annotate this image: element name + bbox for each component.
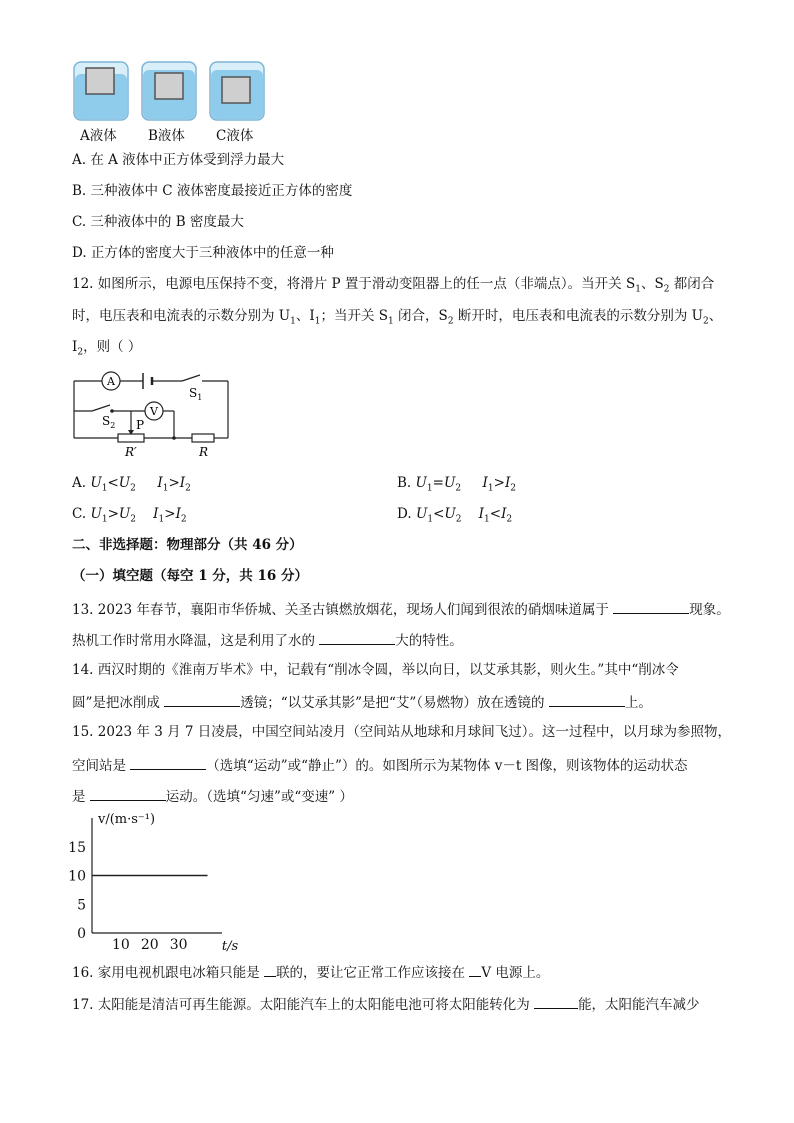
beaker-b-label: B液体 bbox=[148, 128, 185, 144]
q14-line2: 圆”是把冰削成 透镜；“以艾承其影”是把“艾”（易燃物）放在透镜的 上。 bbox=[72, 692, 652, 712]
q14-blank-1[interactable] bbox=[164, 692, 240, 707]
beaker-figure bbox=[70, 58, 270, 124]
y-tick-label: 5 bbox=[77, 897, 86, 914]
x-tick-label: 20 bbox=[140, 937, 159, 953]
q15-blank-1[interactable] bbox=[130, 755, 206, 770]
y-axis-label: v/(m·s⁻¹) bbox=[98, 812, 156, 827]
q15-line3: 是 运动。（选填“匀速”或“变速” ） bbox=[72, 786, 353, 806]
q12-line3: $I_2$，则（ ） bbox=[72, 339, 142, 358]
q13-line1: 13. 2023 年春节，襄阳市华侨城、关圣古镇燃放烟花，现场人们闻到很浓的硝烟味道属于 现象。 bbox=[72, 599, 730, 619]
s1-label: $S_1$ bbox=[189, 386, 203, 402]
beaker-c-label: C液体 bbox=[216, 128, 254, 144]
rheostat-label: R′ bbox=[125, 445, 137, 459]
q12-option-c: C. $U_1>U_2$ $I_1>I_2$ bbox=[72, 506, 187, 525]
slider-p-label: P bbox=[136, 418, 145, 432]
section2-title: 二、非选择题：物理部分（共 46 分） bbox=[72, 537, 303, 553]
x-tick-label: 10 bbox=[111, 937, 130, 953]
beaker-c bbox=[210, 62, 264, 120]
ammeter-symbol: A bbox=[107, 375, 115, 388]
q12-line2: 时，电压表和电流表的示数分别为 $U_1$、$I_1$；当开关 $S_1$ 闭合，$S_2$ 断开时，电压表和电流表的示数分别为 $U_2$、 bbox=[72, 308, 723, 327]
q16-blank-1[interactable] bbox=[264, 962, 276, 977]
q16-blank-2[interactable] bbox=[469, 962, 481, 977]
q16-line: 16. 家用电视机跟电冰箱只能是 联的，要让它正常工作应该接在 V 电源上。 bbox=[72, 962, 549, 982]
q14-line1: 14. 西汉时期的《淮南万毕术》中，记载有“削冰令圆，举以向日，以艾承其影，则火生。”其中“削冰令 bbox=[72, 662, 679, 678]
section2-subtitle: （一）填空题（每空 1 分，共 16 分） bbox=[72, 568, 308, 584]
q12-option-d: D. $U_1<U_2$ $I_1<I_2$ bbox=[397, 506, 513, 525]
s2-label: $S_2$ bbox=[102, 414, 116, 430]
q17-line: 17. 太阳能是清洁可再生能源。太阳能汽车上的太阳能电池可将太阳能转化为 能，太阳能汽车减少 bbox=[72, 994, 700, 1014]
y-tick-label: 10 bbox=[68, 868, 86, 885]
q11-option-b: B. 三种液体中 C 液体密度最接近正方体的密度 bbox=[72, 183, 353, 199]
q11-option-d: D. 正方体的密度大于三种液体中的任意一种 bbox=[72, 245, 334, 261]
q13-line2: 热机工作时常用水降温，这是利用了水的 大的特性。 bbox=[72, 630, 463, 650]
origin-label: 0 bbox=[77, 926, 86, 942]
beaker-b bbox=[142, 62, 196, 120]
x-tick-label: 30 bbox=[169, 937, 188, 953]
q13-blank-2[interactable] bbox=[319, 630, 395, 645]
q11-option-a: A. 在 A 液体中正方体受到浮力最大 bbox=[72, 152, 285, 168]
x-axis-label: t/s bbox=[221, 939, 239, 953]
q17-blank-1[interactable] bbox=[534, 994, 578, 1009]
resistor-label: R bbox=[199, 445, 209, 459]
velocity-time-chart bbox=[60, 808, 240, 953]
q15-line1: 15. 2023 年 3 月 7 日凌晨，中国空间站凌月（空间站从地球和月球间飞过）。这一过程中，以月球为参照物， bbox=[72, 724, 732, 740]
circuit-diagram bbox=[68, 368, 238, 462]
q15-blank-2[interactable] bbox=[90, 786, 166, 801]
beaker-a-label: A液体 bbox=[80, 128, 117, 144]
voltmeter-symbol: V bbox=[150, 405, 158, 418]
q13-blank-1[interactable] bbox=[613, 599, 689, 614]
beaker-a bbox=[74, 62, 128, 120]
q15-line2: 空间站是 （选填“运动”或“静止”）的。如图所示为某物体 v－t 图像，则该物体的运动状态 bbox=[72, 755, 688, 775]
q12-option-a: A. $U_1<U_2$ $I_1>I_2$ bbox=[72, 475, 191, 494]
q12-line1: 12. 如图所示，电源电压保持不变，将滑片 P 置于滑动变阻器上的任一点（非端点）。当开关 $S_1$、$S_2$ 都闭合 bbox=[72, 276, 715, 295]
q12-option-b: B. $U_1=U_2$ $I_1>I_2$ bbox=[397, 475, 517, 494]
y-tick-label: 15 bbox=[68, 839, 86, 856]
q11-option-c: C. 三种液体中的 B 密度最大 bbox=[72, 214, 244, 230]
q14-blank-2[interactable] bbox=[549, 692, 625, 707]
